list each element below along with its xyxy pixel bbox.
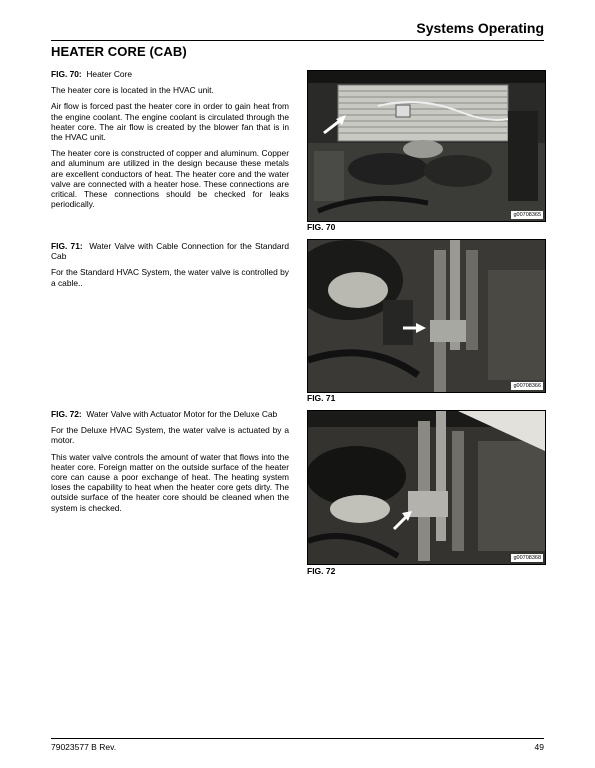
figure-72-label: FIG. 72: [307, 566, 336, 576]
section-title: HEATER CORE (CAB): [51, 44, 187, 59]
text-block-fig-71: [51, 241, 289, 294]
figure-70-label: FIG. 70: [307, 222, 336, 232]
figure-71-label: FIG. 71: [307, 393, 336, 403]
paragraph: The heater core is constructed of copper and aluminum. Copper and aluminum are utilized in the design because these metals are excellent conductors of heat. The heater core and the water valve are connected with a heater hose. These connections are critical. These connections should be checked for leaks periodically.: [51, 148, 289, 210]
caption-text: Heater Core: [86, 69, 132, 79]
figure-image-id: g00708368: [513, 555, 541, 561]
caption-text: Water Valve with Cable Connection for the Standard Cab: [51, 241, 290, 262]
text-block-fig-72: [51, 409, 289, 519]
paragraph: Air flow is forced past the heater core in order to gain heat from the engine coolant. The engine coolant is circulated through the heater core. The air flow is created by the blower fan that is in the HVAC unit.: [51, 101, 289, 143]
caption-number: FIG. 72:: [51, 409, 82, 419]
text-block-fig-70: [51, 69, 289, 215]
paragraph: For the Deluxe HVAC System, the water valve is actuated by a motor.: [51, 425, 289, 446]
caption-text: Water Valve with Actuator Motor for the Deluxe Cab: [86, 409, 278, 419]
figure-71-photo: [307, 239, 546, 393]
figure-caption: [51, 69, 289, 79]
page-header-title: Systems Operating: [416, 20, 544, 36]
caption-number: FIG. 70:: [51, 69, 82, 79]
footer-rule: [51, 738, 544, 739]
caption-number: FIG. 71:: [51, 241, 83, 251]
footer-doc-number: 79023577 B Rev.: [51, 742, 117, 752]
footer-page-number: 49: [534, 742, 544, 752]
paragraph: This water valve controls the amount of water that flows into the heater core. Foreign matter on the outside surface of the heater core can cause a poor exchange of heat. The heating system loses the capability to heat when the heater core gets dirty. The outside surface of the heater core should be cleaned when the system is checked.: [51, 451, 289, 513]
paragraph: For the Standard HVAC System, the water valve is controlled by a cable..: [51, 267, 289, 288]
figure-caption: [51, 241, 289, 261]
paragraph: The heater core is located in the HVAC unit.: [51, 85, 214, 96]
figure-image-id: g00708365: [513, 212, 541, 218]
figure-70-photo: [307, 70, 546, 222]
header-rule: [51, 40, 544, 41]
figure-72-photo: [307, 410, 546, 565]
figure-caption: [51, 409, 289, 419]
figure-image-id: g00708366: [513, 383, 541, 389]
